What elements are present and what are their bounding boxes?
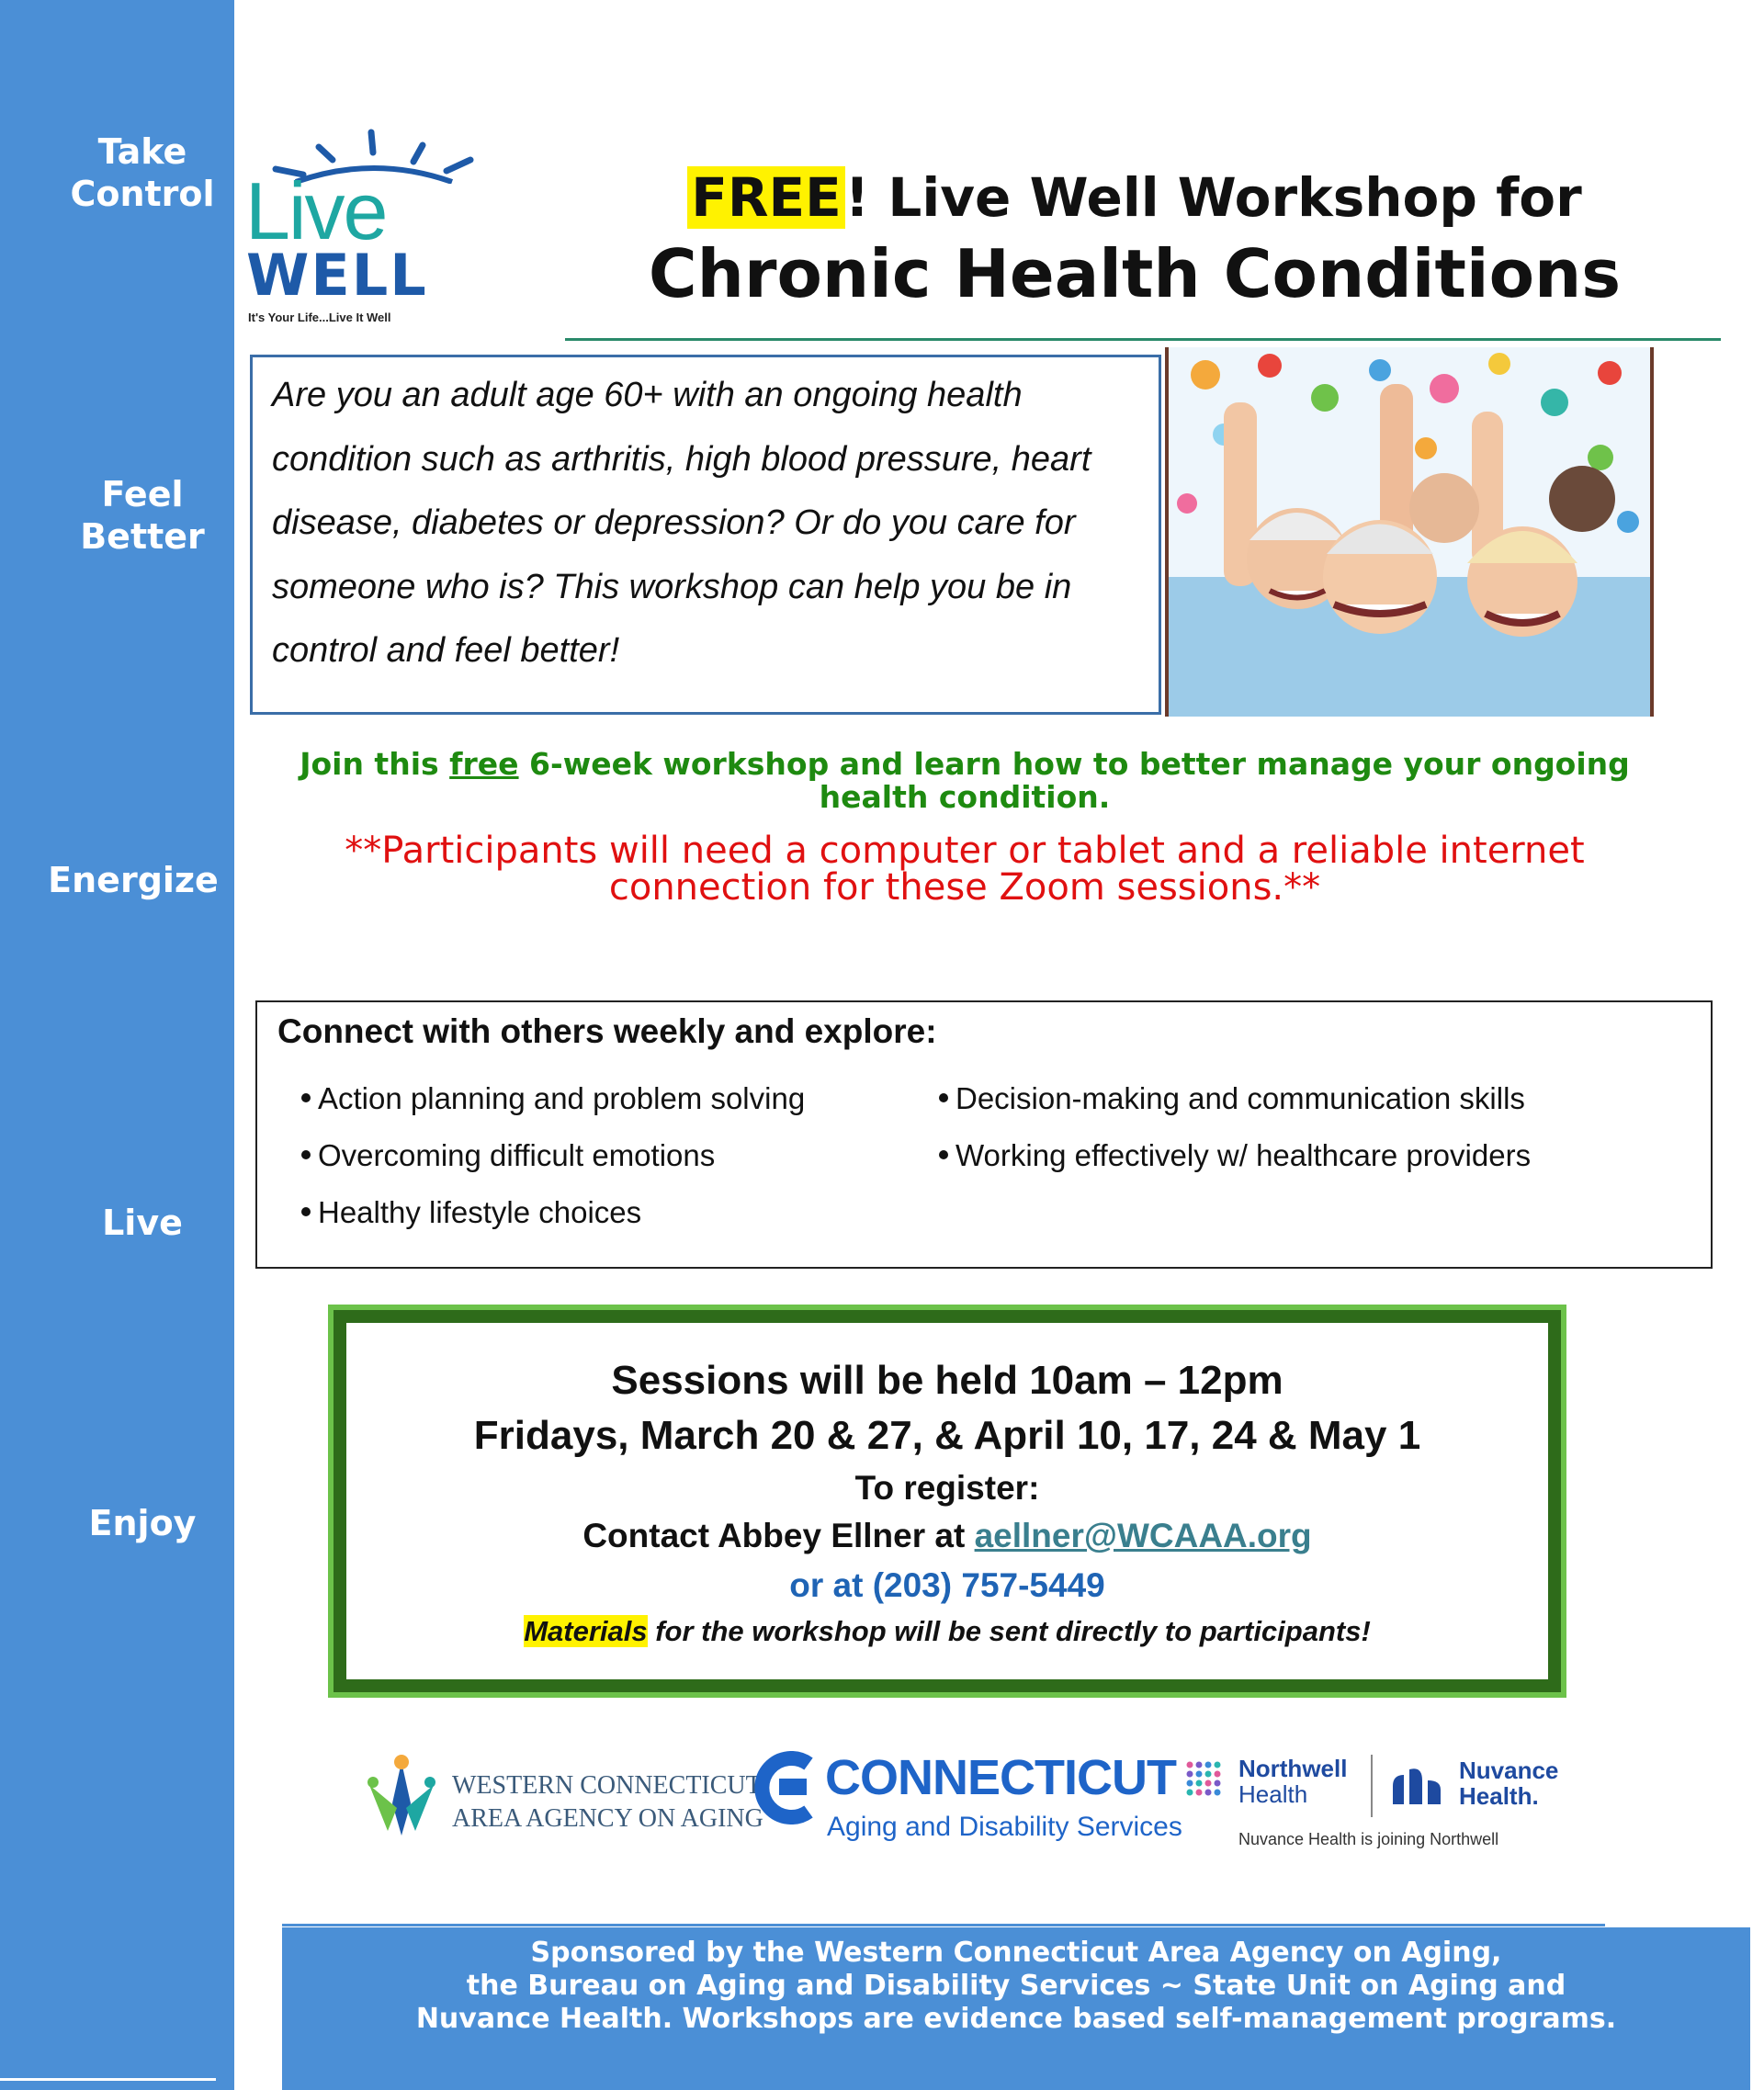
- bullet-icon: [301, 1150, 311, 1159]
- connect-heading: Connect with others weekly and explore:: [277, 1012, 937, 1050]
- logo-tagline: It's Your Life...Live It Well: [248, 311, 391, 324]
- footer-top-rule: [282, 1924, 1605, 1926]
- list-item-text: Healthy lifestyle choices: [318, 1195, 642, 1229]
- ct-subtitle: Aging and Disability Services: [827, 1812, 1182, 1842]
- seniors-celebrating-photo: [1165, 347, 1654, 717]
- sidebar-word-enjoy: Enjoy: [88, 1503, 197, 1543]
- bullet-icon: [939, 1093, 948, 1102]
- bullet-icon: [301, 1207, 311, 1216]
- join-before: Join this: [300, 746, 450, 782]
- logo-live-text: Live: [245, 165, 387, 256]
- register-heading: To register:: [854, 1469, 1040, 1507]
- list-item: [939, 1080, 1525, 1117]
- intro-text: Are you an adult age 60+ with an ongoing health condition such as arthritis, high blood pressure, heart disease, diabetes or depression? Or do you care for someone who is? This workshop can help you be in control and feel better!: [272, 376, 1091, 670]
- join-free-underlined: free: [449, 746, 519, 782]
- sessions-time: Sessions will be held 10am – 12pm: [611, 1358, 1283, 1403]
- northwell-nuvance-logo: [1185, 1755, 1571, 1856]
- list-item: [301, 1080, 805, 1117]
- live-well-logo: [241, 129, 489, 326]
- sidebar-bottom-rule: [0, 2078, 216, 2081]
- free-highlight: FREE: [687, 166, 845, 229]
- list-item-text: Decision-making and communication skills: [956, 1081, 1525, 1115]
- title-divider: [565, 338, 1721, 341]
- northwell-line-1: Northwell: [1238, 1755, 1348, 1782]
- materials-rest: for the workshop will be sent directly to participants!: [647, 1615, 1371, 1647]
- materials-line: [346, 1613, 1548, 1650]
- list-item: [301, 1194, 641, 1231]
- contact-line: [346, 1516, 1548, 1556]
- footer-line-3: Nuvance Health. Workshops are evidence based self-management programs.: [415, 2003, 1617, 2035]
- title-rest: ! Live Well Workshop for: [844, 166, 1582, 229]
- materials-highlight: Materials: [524, 1615, 648, 1647]
- northwell-dots-icon: [1185, 1760, 1231, 1806]
- footer-line-2: the Bureau on Aging and Disability Services ~ State Unit on Aging and: [466, 1970, 1566, 2002]
- wcaaa-line-2: AREA AGENCY ON AGING: [452, 1804, 763, 1833]
- list-item: [301, 1137, 715, 1174]
- sidebar-word-live: Live: [102, 1203, 183, 1243]
- ct-title: CONNECTICUT: [825, 1750, 1176, 1805]
- wcaaa-line-1: WESTERN CONNECTICUT: [452, 1771, 762, 1800]
- join-after: 6-week workshop and learn how to better manage your ongoing health condition.: [518, 746, 1630, 815]
- bullet-icon: [301, 1093, 311, 1102]
- join-text: [276, 748, 1654, 814]
- nuvance-line-1: Nuvance: [1459, 1757, 1559, 1784]
- title-line-1: [514, 167, 1755, 228]
- wcaaa-logo: [360, 1753, 763, 1845]
- sessions-dates: Fridays, March 20 & 27, & April 10, 17, 24 & May 1: [473, 1413, 1421, 1458]
- bullet-icon: [939, 1150, 948, 1159]
- title-line-2: Chronic Health Conditions: [648, 235, 1622, 312]
- nuvance-line-2: Health.: [1459, 1782, 1539, 1810]
- photo-illustration: [1169, 347, 1650, 717]
- sidebar-word-feel-better: Feel Better: [80, 474, 205, 557]
- list-item-text: Action planning and problem solving: [318, 1081, 806, 1115]
- list-item: [939, 1137, 1531, 1174]
- nuvance-mark-icon: [1389, 1762, 1444, 1808]
- wcaaa-people-icon: [360, 1753, 443, 1845]
- contact-prefix: Contact Abbey Ellner at: [582, 1517, 975, 1554]
- sidebar-word-energize: Energize: [48, 860, 219, 900]
- list-item-text: Overcoming difficult emotions: [318, 1138, 716, 1172]
- footer-line-1: Sponsored by the Western Connecticut Area Agency on Aging,: [530, 1937, 1502, 1969]
- phone-line: or at (203) 757-5449: [789, 1566, 1105, 1604]
- nuvance-note: Nuvance Health is joining Northwell: [1238, 1830, 1499, 1848]
- sidebar-band: [0, 0, 234, 2090]
- ct-c-icon: [753, 1751, 818, 1825]
- logo-divider: [1371, 1755, 1373, 1817]
- logo-well-text: WELL: [246, 242, 428, 309]
- zoom-requirement-note: **Participants will need a computer or tablet and a reliable internet connection for these Zoom sessions.**: [345, 830, 1585, 909]
- sponsor-footer-text: [282, 1937, 1750, 2036]
- ct-aging-logo: [753, 1745, 1182, 1856]
- northwell-line-2: Health: [1238, 1780, 1308, 1808]
- email-link[interactable]: aellner@WCAAA.org: [974, 1517, 1312, 1554]
- sidebar-word-take-control: Take Control: [70, 131, 215, 214]
- list-item-text: Working effectively w/ healthcare providers: [956, 1138, 1532, 1172]
